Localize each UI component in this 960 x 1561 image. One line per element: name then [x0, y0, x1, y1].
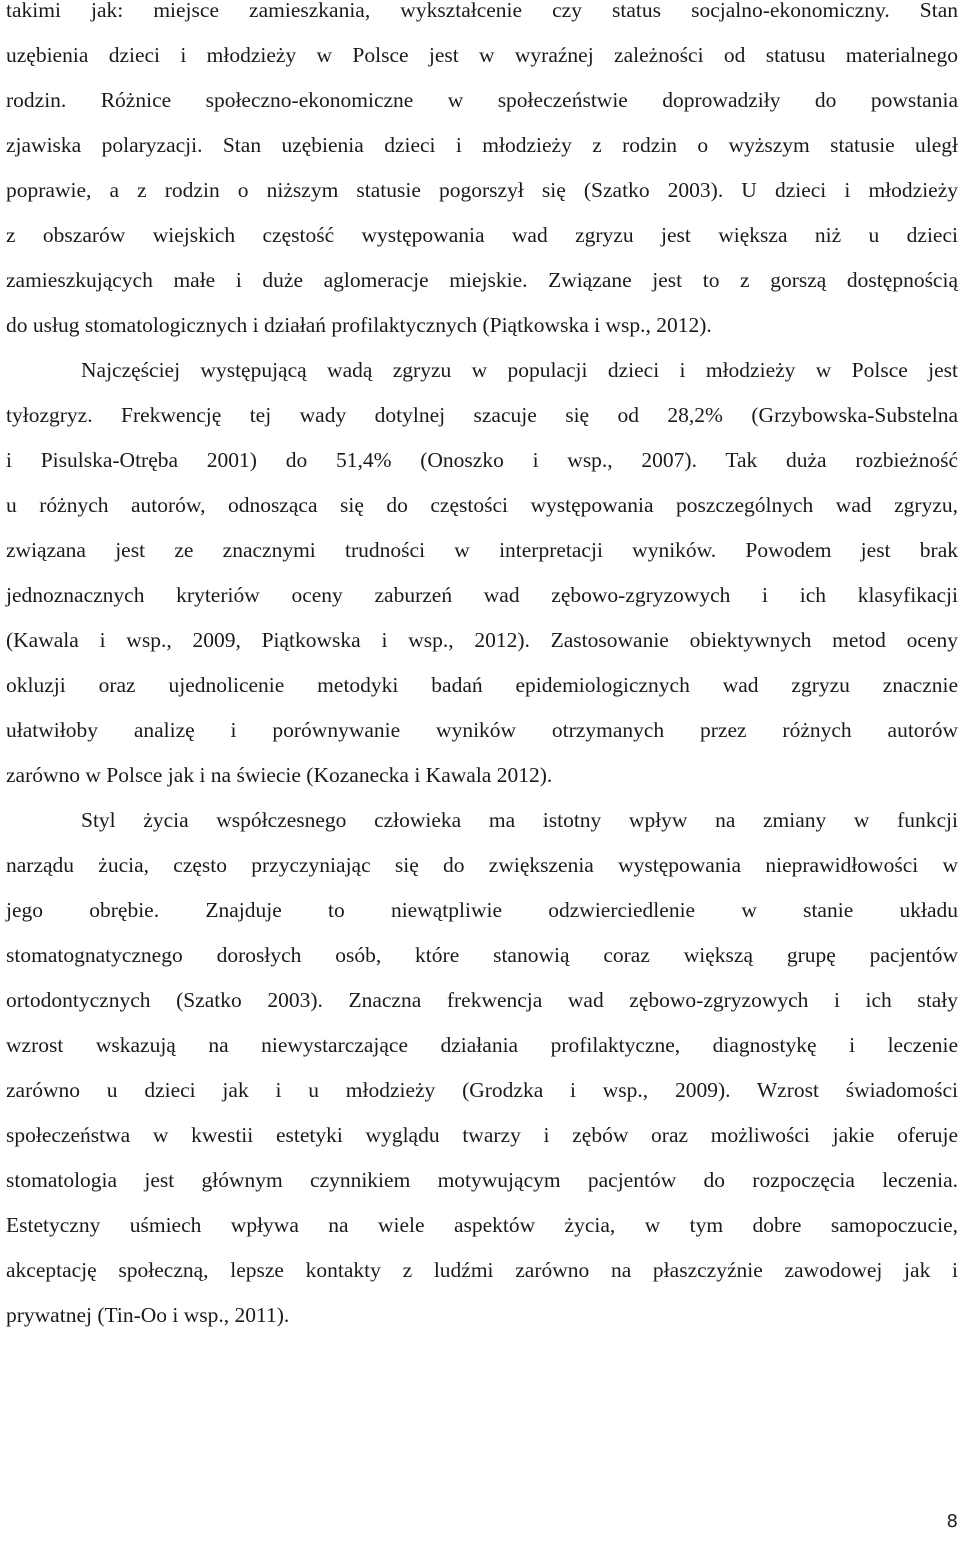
text-line: jednoznacznych kryteriów oceny zaburzeń wad zębowo-zgryzowych i ich klasyfikacji	[6, 583, 958, 607]
text-line: prywatnej (Tin-Oo i wsp., 2011).	[6, 1303, 290, 1327]
text-line: z obszarów wiejskich częstość występowania wad zgryzu jest większa niż u dzieci	[6, 223, 958, 247]
text-line: poprawie, a z rodzin o niższym statusie pogorszył się (Szatko 2003). U dzieci i młodzieży	[6, 178, 958, 202]
text-line: stomatognatycznego dorosłych osób, które stanowią coraz większą grupę pacjentów	[6, 943, 958, 967]
text-line: ułatwiłoby analizę i porównywanie wyników otrzymanych przez różnych autorów	[6, 718, 958, 742]
text-line: takimi jak: miejsce zamieszkania, wykształcenie czy status socjalno-ekonomiczny. Stan	[6, 0, 958, 22]
text-line: tyłozgryz. Frekwencję tej wady dotylnej szacuje się od 28,2% (Grzybowska-Substelna	[6, 403, 958, 427]
text-line: okluzji oraz ujednolicenie metodyki badań epidemiologicznych wad zgryzu znacznie	[6, 673, 958, 697]
text-line: jego obrębie. Znajduje to niewątpliwie odzwierciedlenie w stanie układu	[6, 898, 958, 922]
text-line: wzrost wskazują na niewystarczające działania profilaktyczne, diagnostykę i leczenie	[6, 1033, 958, 1057]
text-line: Styl życia współczesnego człowieka ma istotny wpływ na zmiany w funkcji	[81, 808, 958, 832]
text-line: społeczeństwa w kwestii estetyki wyglądu twarzy i zębów oraz możliwości jakie oferuje	[6, 1123, 958, 1147]
paragraph-1	[6, 0, 958, 348]
paragraph-3	[6, 798, 958, 1338]
page-number: 8	[946, 1511, 958, 1532]
text-line: narządu żucia, często przyczyniając się do zwiększenia występowania nieprawidłowości w	[6, 853, 958, 877]
text-line: akceptację społeczną, lepsze kontakty z ludźmi zarówno na płaszczyźnie zawodowej jak i	[6, 1258, 958, 1282]
text-line: zarówno u dzieci jak i u młodzieży (Grodzka i wsp., 2009). Wzrost świadomości	[6, 1078, 958, 1102]
text-line: ortodontycznych (Szatko 2003). Znaczna frekwencja wad zębowo-zgryzowych i ich stały	[6, 988, 958, 1012]
text-line: zjawiska polaryzacji. Stan uzębienia dzieci i młodzieży z rodzin o wyższym statusie uległ	[6, 133, 958, 157]
text-line: Estetyczny uśmiech wpływa na wiele aspektów życia, w tym dobre samopoczucie,	[6, 1213, 958, 1237]
text-line: i Pisulska-Otręba 2001) do 51,4% (Onoszko i wsp., 2007). Tak duża rozbieżność	[6, 448, 958, 472]
text-line: do usług stomatologicznych i działań profilaktycznych (Piątkowska i wsp., 2012).	[6, 313, 712, 337]
text-line: zamieszkujących małe i duże aglomeracje miejskie. Związane jest to z gorszą dostępnością	[6, 268, 958, 292]
text-line: (Kawala i wsp., 2009, Piątkowska i wsp., 2012). Zastosowanie obiektywnych metod oceny	[6, 628, 958, 652]
text-line: stomatologia jest głównym czynnikiem motywującym pacjentów do rozpoczęcia leczenia.	[6, 1168, 958, 1192]
text-line: rodzin. Różnice społeczno-ekonomiczne w społeczeństwie doprowadziły do powstania	[6, 88, 958, 112]
text-line: uzębienia dzieci i młodzieży w Polsce jest w wyraźnej zależności od statusu materialnego	[6, 43, 958, 67]
text-line: Najczęściej występującą wadą zgryzu w populacji dzieci i młodzieży w Polsce jest	[81, 358, 958, 382]
text-line: zarówno w Polsce jak i na świecie (Kozanecka i Kawala 2012).	[6, 763, 553, 787]
paragraph-2	[6, 348, 958, 798]
page-body	[6, 0, 958, 1338]
text-line: związana jest ze znacznymi trudności w interpretacji wyników. Powodem jest brak	[6, 538, 958, 562]
text-line: u różnych autorów, odnosząca się do częstości występowania poszczególnych wad zgryzu,	[6, 493, 958, 517]
